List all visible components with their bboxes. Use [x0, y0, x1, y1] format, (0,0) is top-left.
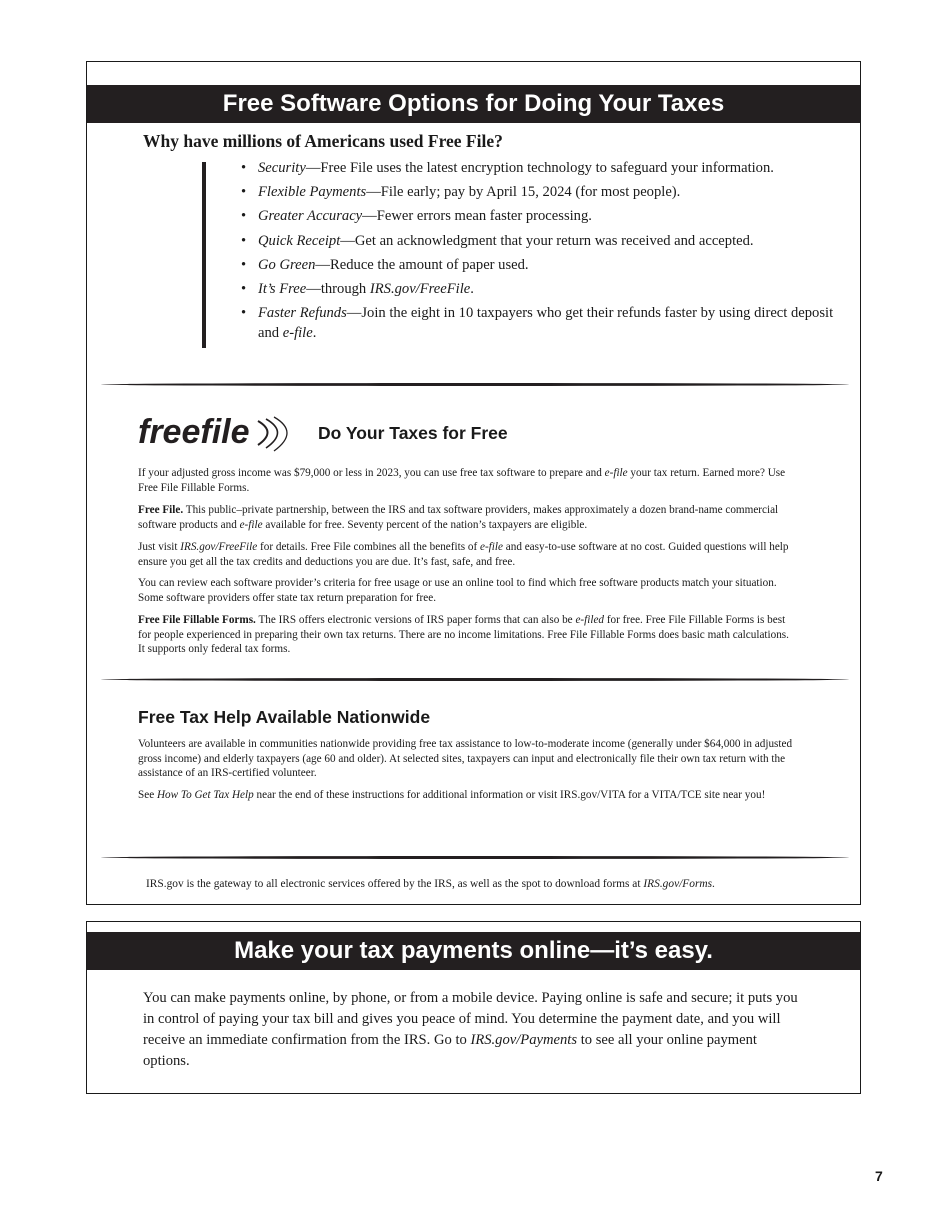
- gateway-note: IRS.gov is the gateway to all electronic services offered by the IRS, as well as the spot to download forms at IRS.gov/Forms.: [146, 878, 715, 890]
- tax-payments-section: [86, 921, 861, 1094]
- freefile-paragraph: Just visit IRS.gov/FreeFile for details. Free File combines all the benefits of e-file and easy-to-use software at no cost. Guided questions will help ensure you get all the tax credits and deductions you are due. It’s fast, safe, and free.: [138, 541, 789, 568]
- bullet-icon: •: [241, 184, 247, 201]
- tax-help-paragraph: Volunteers are available in communities nationwide providing free tax assistance to low-to-moderate income (generally under $64,000 in adjusted gross income) and elderly taxpayers (age 60 and older). At selected sites, taxpayers can input and electronically file their own tax return with the assistance of an IRS-certified volunteer.: [138, 738, 793, 779]
- freefile-paragraph: Free File. This public–private partnership, between the IRS and tax software providers, makes approximately a dozen brand-name commercial software products and e-file available for free. Seventy percent of the nation’s taxpayers are eligible.: [138, 504, 779, 531]
- bullet-icon: •: [241, 232, 247, 249]
- freefile-link[interactable]: IRS.gov/FreeFile: [369, 280, 471, 297]
- bullet-icon: •: [241, 280, 247, 297]
- list-item: • Faster Refunds—Join the eight in 10 taxpayers who get their refunds faster by using direct deposit and e-file.: [241, 305, 834, 342]
- bullet-icon: •: [241, 208, 247, 225]
- freefile-paragraph: You can review each software provider’s criteria for free usage or use an online tool to find which free software products match your situation. Some software providers offer state tax return preparation for free.: [138, 577, 777, 604]
- list-item: • Go Green—Reduce the amount of paper used.: [241, 256, 529, 273]
- freefile-logo-text: freefile: [138, 413, 250, 451]
- why-free-file-heading: Why have millions of Americans used Free File?: [143, 131, 503, 151]
- list-item: • It’s Free—through IRS.gov/FreeFile.: [241, 280, 474, 297]
- bullet-icon: •: [241, 305, 247, 322]
- freefile-paragraph: If your adjusted gross income was $79,000 or less in 2023, you can use free tax software to prepare and e-file your tax return. Earned more? Use Free File Fillable Forms.: [138, 467, 786, 494]
- section-title-banner: [87, 85, 860, 123]
- divider: [101, 856, 849, 859]
- section-title: Free Software Options for Doing Your Taxes: [222, 90, 725, 117]
- forms-link[interactable]: IRS.gov/Forms: [643, 878, 713, 890]
- benefits-list: [241, 158, 841, 347]
- vertical-accent-bar: [202, 162, 206, 348]
- tax-help-paragraph: See How To Get Tax Help near the end of these instructions for additional information or visit IRS.gov/VITA for a VITA/TCE site near you!: [138, 789, 766, 801]
- list-item: • Flexible Payments—File early; pay by April 15, 2024 (for most people).: [241, 184, 681, 201]
- do-your-taxes-heading: Do Your Taxes for Free: [318, 423, 508, 443]
- page-number: 7: [875, 1168, 883, 1184]
- payments-link[interactable]: IRS.gov/Payments: [470, 1032, 578, 1048]
- section-title-banner: [87, 932, 860, 970]
- list-item: • Security—Free File uses the latest encryption technology to safeguard your information.: [241, 160, 774, 176]
- section-title: Make your tax payments online—it’s easy.: [234, 937, 713, 964]
- freefile-logo: [137, 408, 307, 458]
- free-software-section: [86, 61, 861, 905]
- list-item: • Greater Accuracy—Fewer errors mean faster processing.: [241, 208, 592, 225]
- freefile-link[interactable]: IRS.gov/FreeFile: [180, 541, 258, 553]
- divider: [101, 678, 849, 681]
- bullet-icon: •: [241, 256, 247, 273]
- payments-paragraph: You can make payments online, by phone, or from a mobile device. Paying online is safe and secure; it puts you in control of paying your tax bill and gives you peace of mind. You determine the payment date, and you will receive an immediate confirmation from the IRS. Go to IRS.gov/Payments to see all your online payment options.: [143, 990, 798, 1069]
- free-tax-help-heading: Free Tax Help Available Nationwide: [138, 707, 431, 727]
- bullet-icon: •: [241, 160, 247, 176]
- freefile-paragraph: Free File Fillable Forms. The IRS offers electronic versions of IRS paper forms that can also be e-filed for free. Free File Fillable Forms is best for people experienced in preparing their own tax returns. There are no income limitations. Free File Fillable Forms does basic math calculations. It supports only federal tax forms.: [138, 614, 789, 655]
- list-item: • Quick Receipt—Get an acknowledgment that your return was received and accepted.: [241, 232, 754, 249]
- divider: [101, 383, 849, 386]
